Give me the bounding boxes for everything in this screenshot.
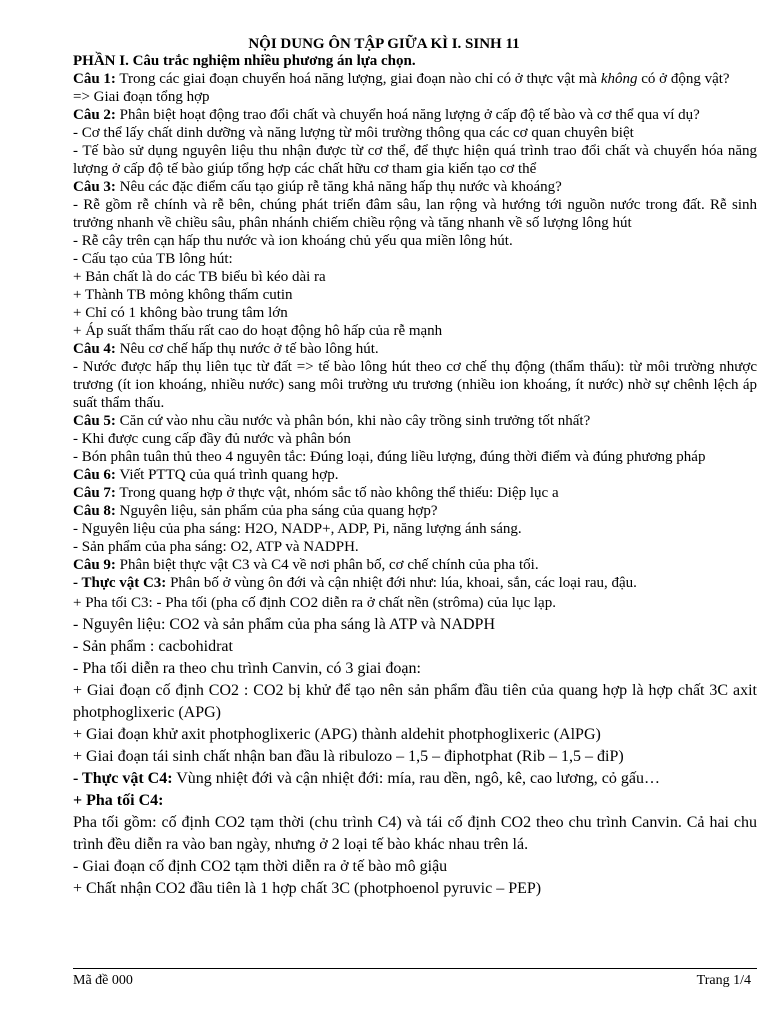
question-label: Câu 6: xyxy=(73,467,116,483)
answer-line: + Bản chất là do các TB biểu bì kéo dài ra xyxy=(73,269,326,285)
question-3: Câu 3: Nêu các đặc điểm cấu tạo giúp rễ tăng khả năng hấp thụ nước và khoáng? xyxy=(73,179,562,195)
exam-code: Mã đề 000 xyxy=(73,973,133,988)
part-heading: PHẦN I. Câu trắc nghiệm nhiều phương án lựa chọn. xyxy=(73,53,416,69)
answer-line: + Pha tối C3: - Pha tối (pha cố định CO2 diễn ra ở chất nền (strôma) của lục lạp. xyxy=(73,595,556,611)
answer-line: Pha tối gồm: cố định CO2 tạm thời (chu trình C4) và tái cố định CO2 theo chu trình Canvin. Cả hai chu trình đều diễn ra vào ban ngày, nhưng ở 2 loại tế bào khác nhau trên lá. xyxy=(73,814,757,853)
question-label: Câu 1: xyxy=(73,71,116,87)
answer-line: + Giai đoạn tái sinh chất nhận ban đầu là ribulozo – 1,5 – điphotphat (Rib – 1,5 – điP) xyxy=(73,748,624,765)
question-7: Câu 7: Trong quang hợp ở thực vật, nhóm sắc tố nào không thể thiếu: Diệp lục a xyxy=(73,485,559,501)
answer-line: - Giai đoạn cố định CO2 tạm thời diễn ra ở tế bào mô giậu xyxy=(73,858,448,875)
question-1: Câu 1: Trong các giai đoạn chuyển hoá năng lượng, giai đoạn nào chỉ có ở thực vật mà không có ở động vật? xyxy=(73,71,730,87)
answer-line: - Rễ gồm rễ chính và rễ bên, chúng phát triển đâm sâu, lan rộng và hướng tới nguồn nước trong đất. Rễ sinh trưởng nhanh về chiều sâu, phân nhánh chiếm chiều rộng và tăng nhanh về số lượng lông hút xyxy=(73,197,757,231)
answer-line: - Nước được hấp thụ liên tục từ đất => tế bào lông hút theo cơ chế thụ động (thẩm thấu): từ môi trường nhược trương (ít ion khoáng, nhiều nước) sang môi trường ưu trương (nhiều ion khoáng, ít nước) nhờ sự chênh lệch áp suất thẩm thấu. xyxy=(73,359,757,411)
answer-line: - Nguyên liệu: CO2 và sản phẩm của pha sáng là ATP và NADPH xyxy=(73,616,495,633)
answer-1: => Giai đoạn tổng hợp xyxy=(73,89,210,105)
answer-line: - Sản phẩm : cacbohidrat xyxy=(73,638,233,655)
answer-line: + Áp suất thẩm thấu rất cao do hoạt động hô hấp của rễ mạnh xyxy=(73,323,443,339)
question-label: Câu 2: xyxy=(73,107,116,123)
answer-line: - Khi được cung cấp đầy đủ nước và phân bón xyxy=(73,431,351,447)
answer-line: - Cơ thể lấy chất dinh dưỡng và năng lượng từ môi trường thông qua các cơ quan chuyên biệt xyxy=(73,125,634,141)
question-label: Câu 9: xyxy=(73,557,116,573)
question-2: Câu 2: Phân biệt hoạt động trao đổi chất và chuyển hoá năng lượng ở cấp độ tế bào và cơ thể qua ví dụ? xyxy=(73,107,700,123)
answer-line: + Giai đoạn khử axit photphoglixeric (APG) thành aldehit photphoglixeric (AlPG) xyxy=(73,726,601,743)
answer-line: + Giai đoạn cố định CO2 : CO2 bị khử để tạo nên sản phẩm đầu tiên của quang hợp là hợp chất 3C axit photphoglixeric (APG) xyxy=(73,682,757,721)
document-title: NỘI DUNG ÔN TẬP GIỮA KÌ I. SINH 11 xyxy=(248,36,520,52)
question-label: Câu 8: xyxy=(73,503,116,519)
question-label: Câu 4: xyxy=(73,341,116,357)
answer-line: - Tế bào sử dụng nguyên liệu thu nhận được từ cơ thể, để thực hiện quá trình trao đổi chất và chuyển hóa năng lượng ở cấp độ tế bào giúp tổng hợp các chất hữu cơ tham gia kiến tạo cơ thể xyxy=(73,143,757,177)
c4-subheading: + Pha tối C4: xyxy=(73,792,164,809)
answer-line: - Cấu tạo của TB lông hút: xyxy=(73,251,233,267)
question-8: Câu 8: Nguyên liệu, sản phẩm của pha sáng của quang hợp? xyxy=(73,503,438,519)
question-4: Câu 4: Nêu cơ chế hấp thụ nước ở tế bào lông hút. xyxy=(73,341,379,357)
question-label: Câu 5: xyxy=(73,413,116,429)
c3-heading: - Thực vật C3: Phân bố ở vùng ôn đới và cận nhiệt đới như: lúa, khoai, sắn, các loại rau, đậu. xyxy=(73,575,637,591)
footer-divider xyxy=(73,968,757,969)
answer-line: + Chỉ có 1 không bào trung tâm lớn xyxy=(73,305,288,321)
question-label: Câu 7: xyxy=(73,485,116,501)
answer-line: - Sản phẩm của pha sáng: O2, ATP và NADPH. xyxy=(73,539,359,555)
document-body xyxy=(73,52,757,900)
question-label: Câu 3: xyxy=(73,179,116,195)
answer-line: + Chất nhận CO2 đầu tiên là 1 hợp chất 3C (photphoenol pyruvic – PEP) xyxy=(73,880,542,897)
answer-line: - Bón phân tuân thủ theo 4 nguyên tắc: Đúng loại, đúng liều lượng, đúng thời điểm và đúng phương pháp xyxy=(73,449,706,465)
question-9: Câu 9: Phân biệt thực vật C3 và C4 về nơi phân bố, cơ chế chính của pha tối. xyxy=(73,557,539,573)
answer-line: - Rễ cây trên cạn hấp thu nước và ion khoáng chủ yếu qua miền lông hút. xyxy=(73,233,513,249)
answer-line: - Nguyên liệu của pha sáng: H2O, NADP+, ADP, Pi, năng lượng ánh sáng. xyxy=(73,521,522,537)
c4-heading: - Thực vật C4: Vùng nhiệt đới và cận nhiệt đới: mía, rau dền, ngô, kê, cao lương, cỏ gấu… xyxy=(73,770,660,787)
answer-line: - Pha tối diễn ra theo chu trình Canvin, có 3 giai đoạn: xyxy=(73,660,421,677)
question-6: Câu 6: Viết PTTQ của quá trình quang hợp. xyxy=(73,467,339,483)
answer-line: + Thành TB mỏng không thấm cutin xyxy=(73,287,293,303)
page-number: Trang 1/4 xyxy=(696,973,751,988)
question-5: Câu 5: Căn cứ vào nhu cầu nước và phân bón, khi nào cây trồng sinh trưởng tốt nhất? xyxy=(73,413,591,429)
